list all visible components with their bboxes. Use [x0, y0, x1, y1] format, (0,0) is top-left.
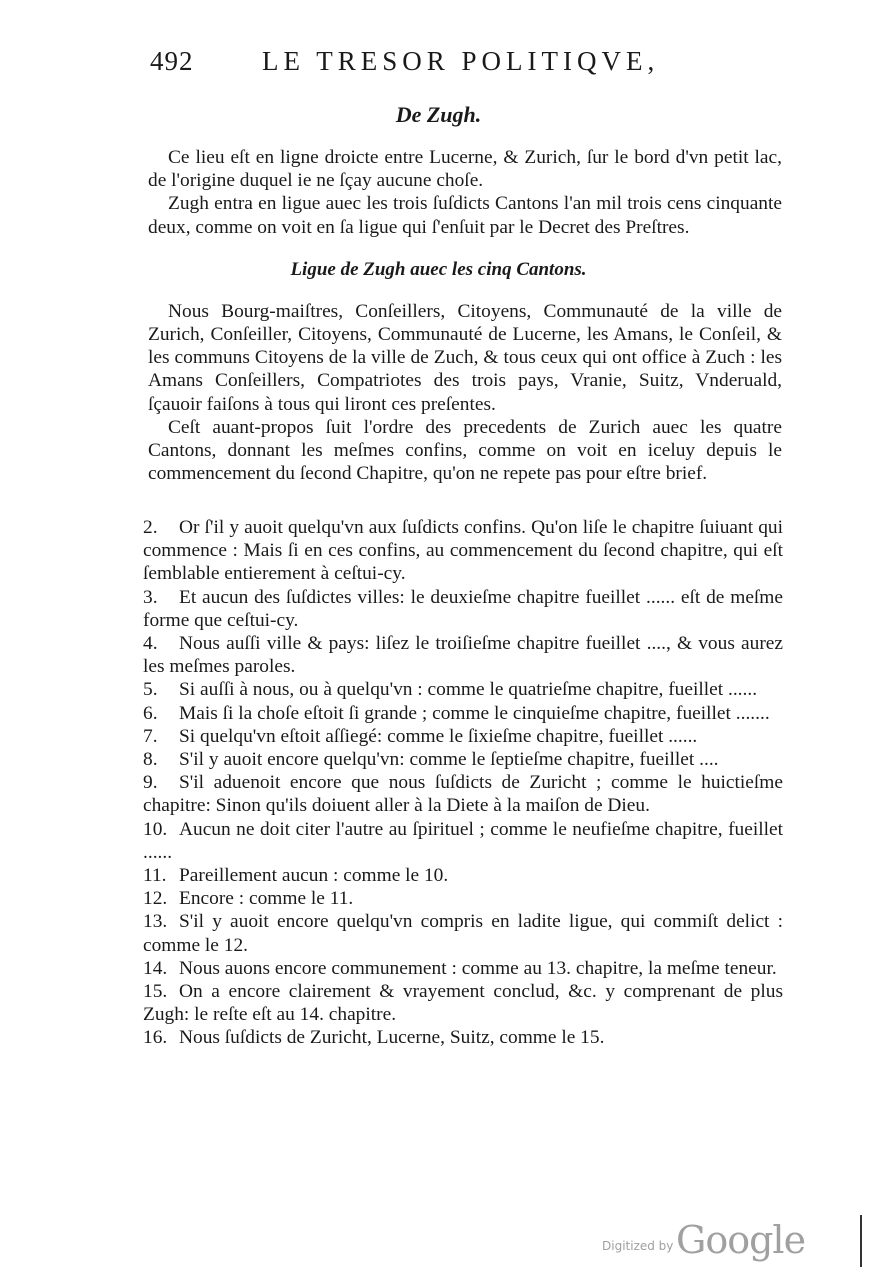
clause — [143, 748, 783, 771]
clause — [143, 818, 783, 864]
clause — [143, 632, 783, 678]
clause-text: Et aucun des ſuſdictes villes: le deuxieſme chapitre fueillet ...... eſt de meſme forme que ceſtui-cy. — [143, 586, 783, 631]
google-logo: Google — [676, 1218, 806, 1262]
clause-number: 2. — [143, 517, 158, 538]
clause-number: 16. — [143, 1027, 168, 1049]
clause-number: 7. — [143, 725, 158, 747]
clause-number: 12. — [143, 888, 168, 910]
clause-text: Nous ſuſdicts de Zuricht, Lucerne, Suitz, comme le 15. — [179, 1027, 605, 1049]
clause-number: 4. — [143, 633, 158, 655]
clause-text: Mais ſi la choſe eſtoit ſi grande ; comme le cinquieſme chapitre, fueillet ....... — [179, 702, 770, 724]
numbered-clauses — [143, 516, 783, 1050]
clause-text: Nous auons encore communement : comme au 13. chapitre, la meſme teneur. — [179, 957, 777, 979]
clause — [143, 1026, 783, 1049]
paragraph: Ce lieu eſt en ligne droicte entre Lucerne, & Zurich, ſur le bord d'vn petit lac, de l'origine duquel ie ne ſçay aucune choſe. — [148, 147, 782, 192]
clause — [143, 887, 783, 910]
clause-number: 10. — [143, 818, 168, 840]
clause-text: Si auſſi à nous, ou à quelqu'vn : comme le quatrieſme chapitre, fueillet ...... — [179, 679, 758, 701]
clause — [143, 910, 783, 956]
clause — [143, 702, 783, 725]
clause-number: 8. — [143, 749, 158, 771]
clause-number: 11. — [143, 865, 167, 887]
clause-text: Or ſ'il y auoit quelqu'vn aux ſuſdicts confins. Qu'on liſe le chapitre ſuiuant qui commence : Mais ſi en ces confins, au commencement du ſecond chapitre, qui eſt ſemblable entierement à ceſtui-cy. — [143, 517, 783, 585]
paragraph: Zugh entra en ligue auec les trois ſuſdicts Cantons l'an mil trois cens cinquante deux, comme on voit en ſa ligue qui ſ'enſuit par le Decret des Preſtres. — [148, 193, 782, 238]
clause-text: Aucun ne doit citer l'autre au ſpirituel ; comme le neufieſme chapitre, fueillet ...... — [143, 818, 783, 863]
clause — [143, 980, 783, 1026]
clause-text: S'il y auoit encore quelqu'vn: comme le ſeptieſme chapitre, fueillet .... — [179, 749, 719, 771]
clause-text: Encore : comme le 11. — [179, 888, 354, 910]
clause-text: Si quelqu'vn eſtoit aſſiegé: comme le ſixieſme chapitre, fueillet ...... — [179, 725, 698, 747]
clause-number: 14. — [143, 957, 168, 979]
clause-text: Nous auſſi ville & pays: liſez le troiſieſme chapitre fueillet ...., & vous aurez les meſmes paroles. — [143, 633, 783, 678]
page-header — [150, 44, 790, 84]
clause — [143, 516, 783, 586]
intro-text — [148, 146, 782, 485]
clause — [143, 678, 783, 701]
clause-text: S'il y auoit encore quelqu'vn compris en ladite ligue, qui commiſt delict : comme le 12. — [143, 911, 783, 956]
section-title: De Zugh. — [395, 102, 482, 127]
page-edge-line — [860, 1215, 862, 1267]
clause — [143, 771, 783, 817]
clause — [143, 864, 783, 887]
paragraph: Nous Bourg-maiſtres, Conſeillers, Citoyens, Communauté de la ville de Zurich, Conſeiller, Citoyens, Communauté de Lucerne, les Amans, le Conſeil, & les communs Citoyens de la ville de Zuch, & tous ceux qui ont office à Zuch : les Amans Conſeillers, Compatriotes des trois pays, Vranie, Suitz, Vnderuald, ſçauoir faiſons à tous qui liront ces preſentes. — [148, 300, 782, 415]
clause-text: On a encore clairement & vrayement conclud, &c. y comprenant de plus Zugh: le reſte eſt au 14. chapitre. — [143, 981, 783, 1026]
clause — [143, 725, 783, 748]
clause-number: 9. — [143, 772, 158, 794]
clause-number: 15. — [143, 981, 168, 1003]
clause-number: 3. — [143, 586, 158, 608]
paragraph: Ceſt auant-propos ſuit l'ordre des precedents de Zurich auec les quatre Cantons, donnant les meſmes confins, comme on voit en iceluy depuis le commencement du ſecond Chapitre, qu'on ne repete pas pour eſtre brief. — [148, 416, 782, 485]
treaty-subtitle: Ligue de Zugh auec les cinq Cantons. — [290, 259, 587, 280]
running-title: LE TRESOR POLITIQVE, — [262, 46, 660, 76]
clause-number: 13. — [143, 911, 168, 933]
clause-text: Pareillement aucun : comme le 10. — [179, 865, 449, 887]
clause-number: 6. — [143, 702, 158, 724]
clause-number: 5. — [143, 679, 158, 701]
clause — [143, 957, 783, 980]
page-number: 492 — [150, 46, 194, 76]
clause-text: S'il aduenoit encore que nous ſuſdicts de Zuricht ; comme le huictieſme chapitre: Sinon qu'ils doiuent aller à la Diete à la maiſon de Dieu. — [143, 772, 783, 817]
clause — [143, 586, 783, 632]
watermark-label: Digitized by — [602, 1239, 674, 1253]
